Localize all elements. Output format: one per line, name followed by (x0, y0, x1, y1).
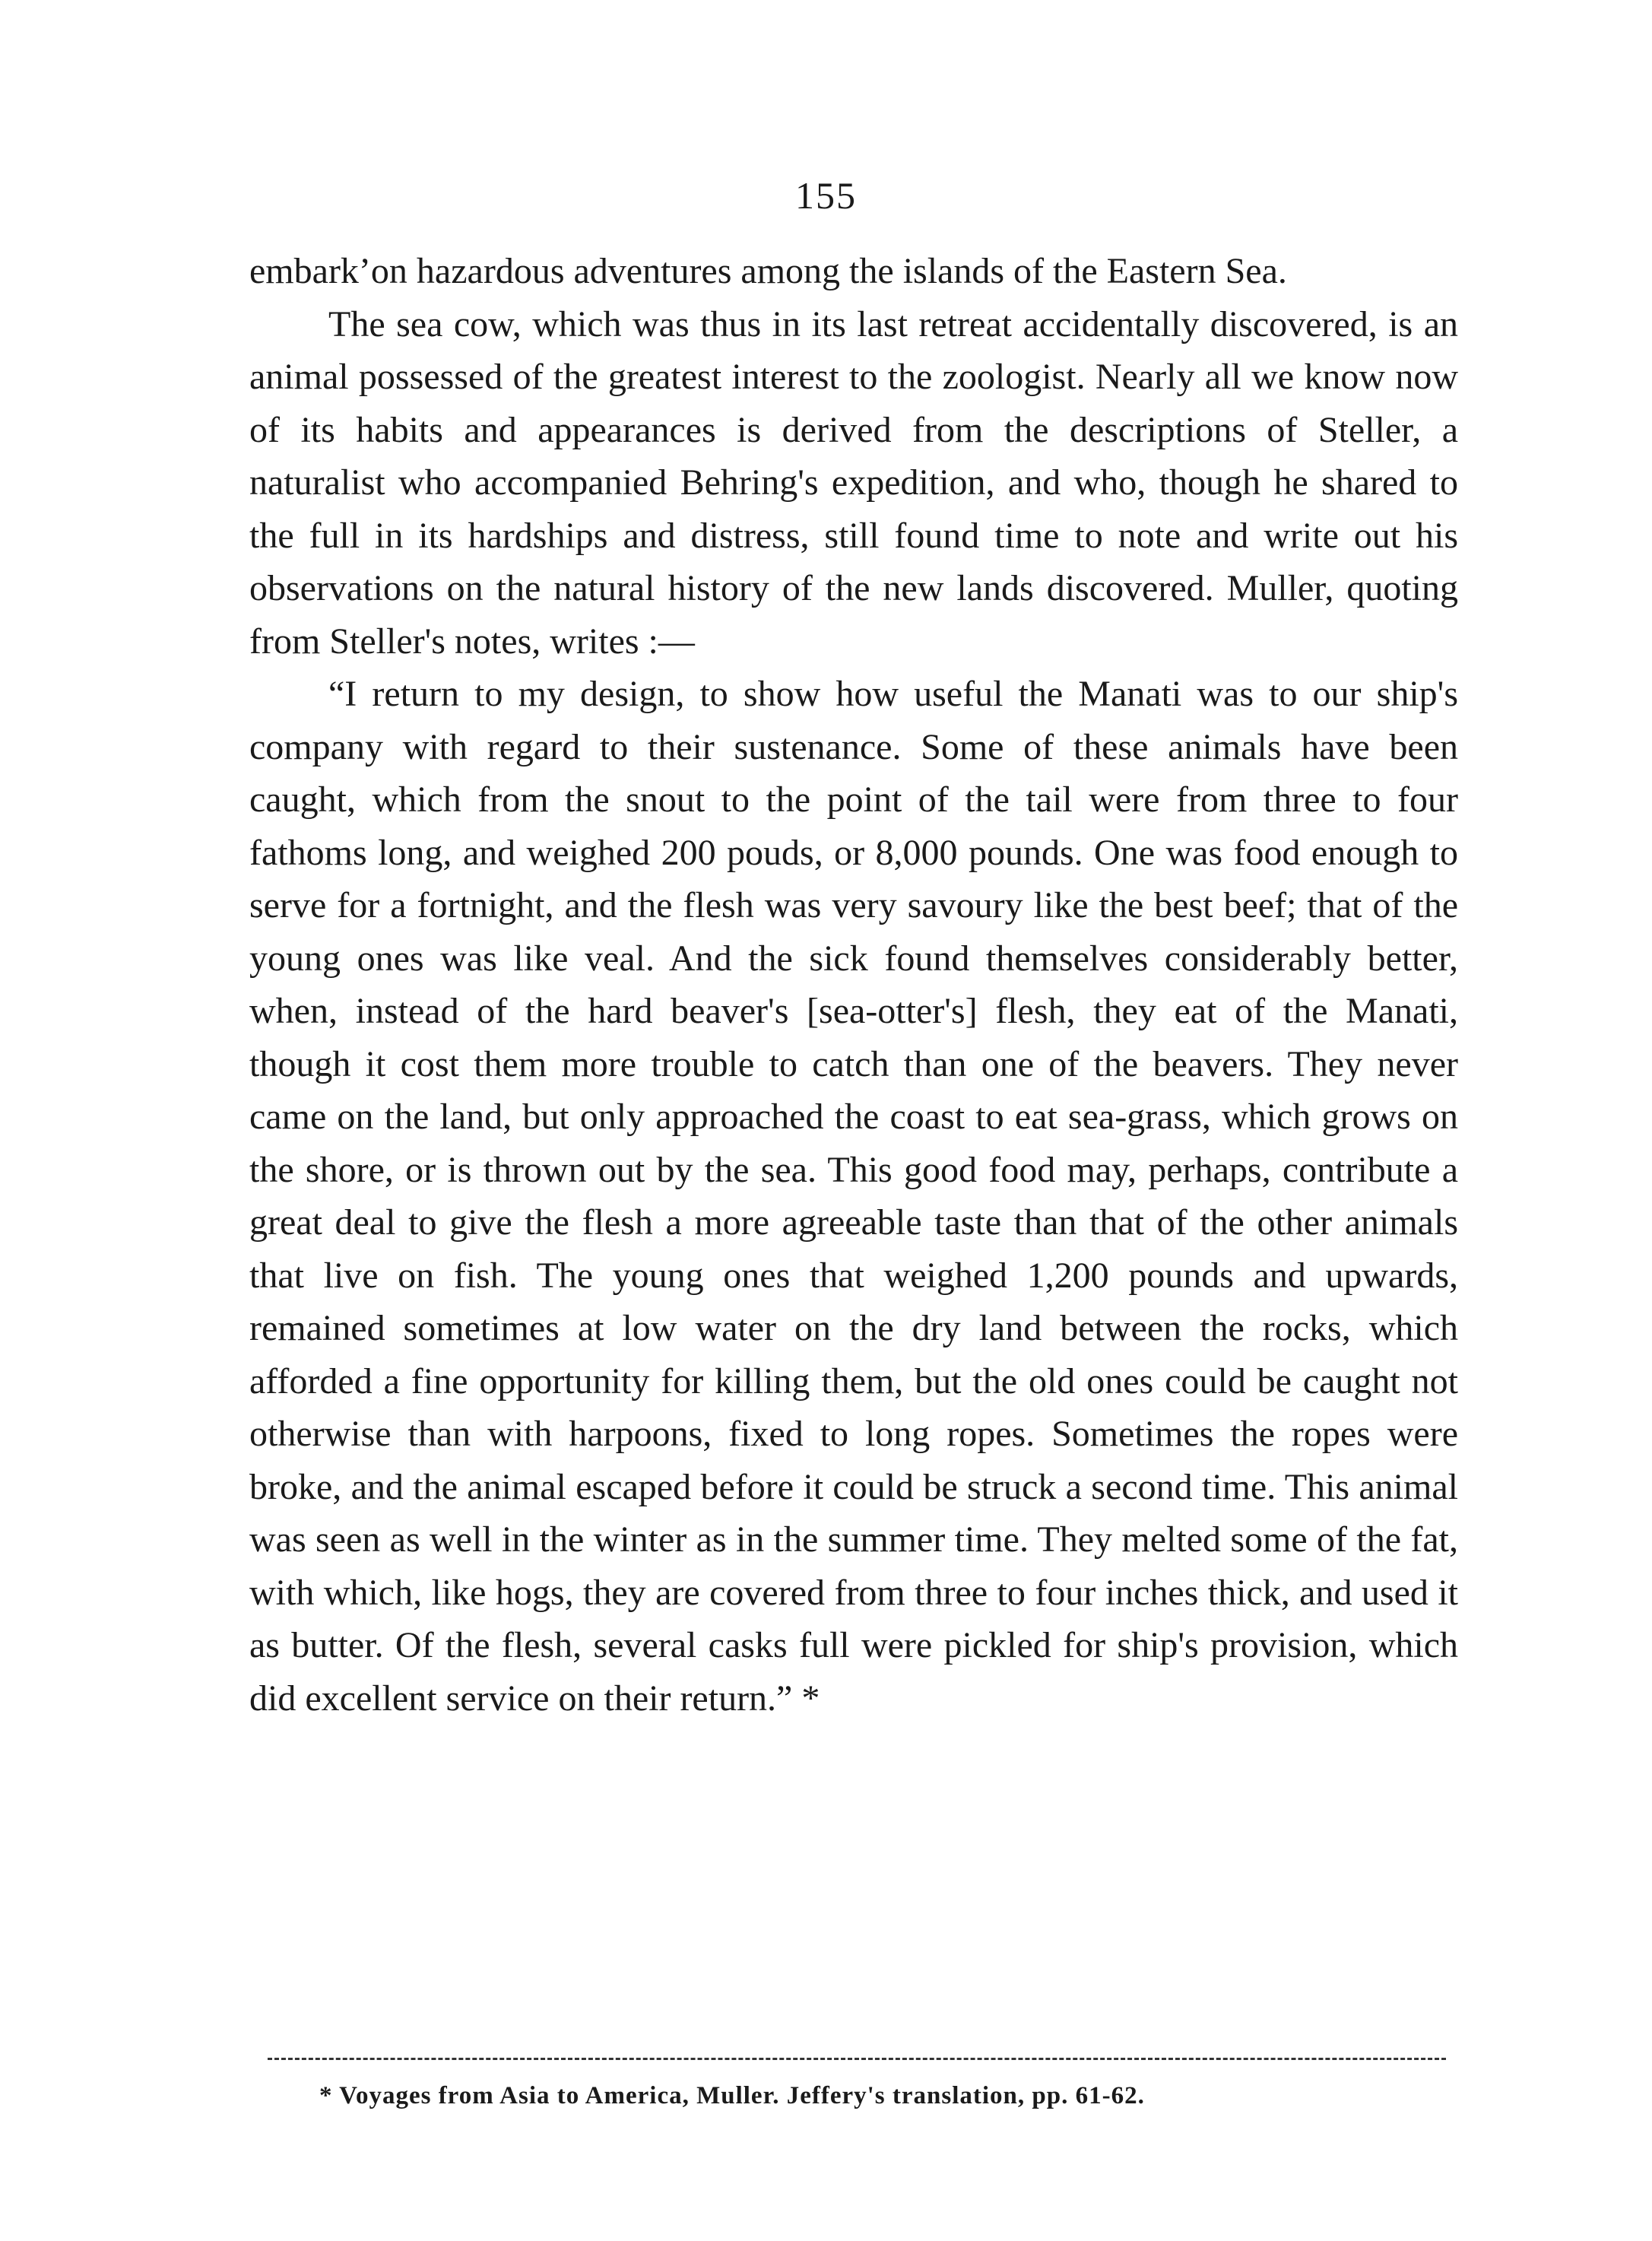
footnote-divider (268, 2058, 1446, 2060)
paragraph-quotation: “I return to my design, to show how useful the Manati was to our ship's company with regard to their sustenance. Some of these animals have been caught, which from the snout to the point of the tail were from three to four fathoms long, and weighed 200 pouds, or 8,000 pounds. One was food enough to serve for a fortnight, and the flesh was very savoury like the best beef; that of the young ones was like veal. And the sick found themselves considerably better, when, instead of the hard beaver's [sea-otter's] flesh, they eat of the Manati, though it cost them more trouble to catch than one of the beavers. They never came on the land, but only approached the coast to eat sea-grass, which grows on the shore, or is thrown out by the sea. This good food may, perhaps, contribute a great deal to give the flesh a more agreeable taste than that of the other animals that live on fish. The young ones that weighed 1,200 pounds and upwards, remained sometimes at low water on the dry land between the rocks, which afforded a fine opportunity for killing them, but the old ones could be caught not otherwise than with harpoons, fixed to long ropes. Sometimes the ropes were broke, and the animal escaped before it could be struck a second time. This animal was seen as well in the winter as in the summer time. They melted some of the fat, with which, like hogs, they are covered from three to four inches thick, and used it as butter. Of the flesh, several casks full were pickled for ship's provision, which did excellent service on their return.” * (249, 674, 1458, 1719)
body-text (249, 245, 1458, 1725)
paragraph-sea-cow: The sea cow, which was thus in its last retreat accidentally discovered, is an animal possessed of the greatest interest to the zoologist. Nearly all we know now of its habits and appearances is derived from the descriptions of Steller, a naturalist who accompanied Behring's expedition, and who, though he shared to the full in its hardships and distress, still found time to note and write out his observations on the natural history of the new lands discovered. Muller, quoting from Steller's notes, writes :— (249, 303, 1458, 662)
paragraph-continuation: embark’on hazardous adventures among the islands of the Eastern Sea. (249, 251, 1287, 291)
footnote: * Voyages from Asia to America, Muller. Jeffery's translation, pp. 61-62. (319, 2082, 1145, 2109)
page-number: 155 (795, 174, 857, 217)
